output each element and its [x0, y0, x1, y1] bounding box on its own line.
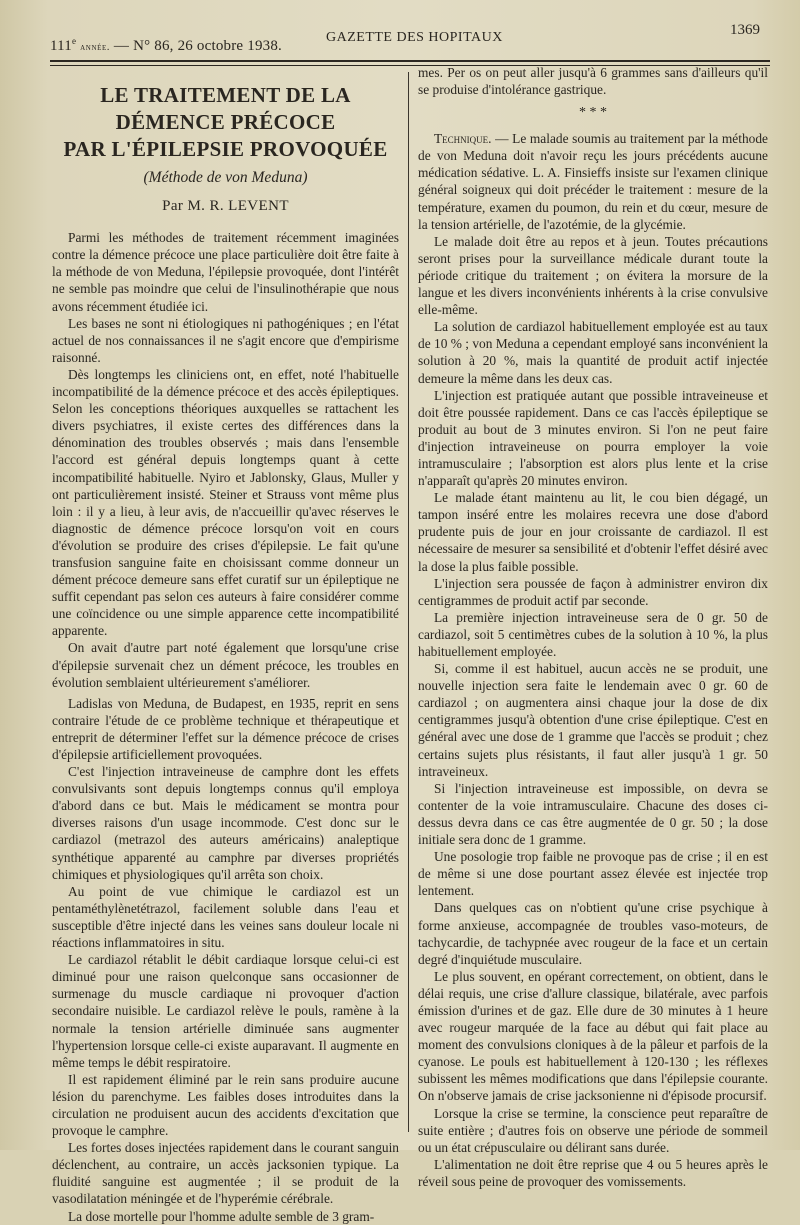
article-title [52, 82, 399, 163]
page-header [50, 22, 770, 58]
page-number: 1369 [730, 22, 760, 38]
paragraph: La première injection intraveineuse sera de 0 gr. 50 de cardiazol, soit 5 centimètres cubes de la solution à 10 %, la plus habituellement employée. [418, 609, 768, 659]
title-line-1: LE TRAITEMENT DE LA DÉMENCE PRÉCOCE [100, 83, 351, 134]
paragraph: C'est l'injection intraveineuse de camphre dont les effets convulsivants sont depuis longtemps connus qu'il employa d'abord dans ce but. Mais le médicament se montra pour diverses raisons d'un usage incommode. C'est donc sur le cardiazol (metrazol des auteurs américains) analeptique synthétique apparenté au camphre par diverses propriétés chimiques et physiologiques qu'il arrêta son choix. [52, 764, 399, 882]
paragraph-continued: mes. Per os on peut aller jusqu'à 6 grammes sans d'ailleurs qu'il se produise d'intolérance gastrique. [418, 65, 768, 98]
paragraph: Le malade étant maintenu au lit, le cou bien dégagé, un tampon inséré entre les molaires recevra une dose d'abord prudente puis de jour en jour croissante de cardiazol. Il est nécessaire de mesurer sa sensibilité et d'obtenir l'effet désiré avec la dose la plus faible possible. [418, 490, 768, 574]
issue-info [50, 36, 282, 55]
paragraph-technique [418, 130, 768, 233]
title-line-2: PAR L'ÉPILEPSIE PROVOQUÉE [63, 137, 388, 161]
paragraph: Les bases ne sont ni étiologiques ni pathogéniques ; en l'état actuel de nos connaissances il ne s'agit encore que d'empirisme raisonné. [52, 315, 399, 365]
article-author: Par M. R. LEVENT [162, 198, 289, 215]
paragraph: L'injection sera poussée de façon à administrer environ dix centigrammes de produit actif par seconde. [418, 575, 768, 608]
section-separator: * * * [579, 105, 607, 121]
paragraph: Le malade doit être au repos et à jeun. Toutes précautions seront prises pour la surveillance médicale durant toute la période critique du traitement ; on évitera la morsure de la langue et les divers inconvénients inhérents à la crise convulsive elle-même. [418, 233, 768, 318]
technique-text: — Le malade soumis au traitement par la méthode de von Meduna doit n'avoir reçu les jours précédents aucune médication sédative. L. A. Finsieffs insiste sur l'examen clinique général soigneux qui doit précéder le traitement : mesure de la température, examen du poumon, du rein et du cœur, mesure de la tension artérielle, de l'azotémie, de la glycémie. [418, 131, 768, 232]
paragraph: Les fortes doses injectées rapidement dans le courant sanguin déclenchent, au contraire, un accès jacksonien typique. La fluidité sanguine est augmentée ; il se produit de la vasodilatation méningée et de l'hyperémie cérébrale. [52, 1140, 399, 1207]
paragraph: Le plus souvent, en opérant correctement, on obtient, dans le délai requis, une crise d'allure classique, bilatérale, avec parfois émission d'urines et de gaz. Elle dure de 30 minutes à 1 heure avec rougeur marquée de la face au début qui fait place au moment des convulsions cloniques à de la pâleur et parfois de la cyanose. Le pouls est habituellement à 120-130 ; les réflexes subissent les mêmes modifications que dans l'épilepsie courante. On n'observe jamais de crise jacksonienne ni d'épisode procursif. [418, 968, 768, 1104]
paragraph: On avait d'autre part noté également que lorsqu'une crise d'épilepsie survenait chez un dément précoce, les troubles en évolution semblaient ultérieurement s'améliorer. [52, 640, 399, 690]
paragraph: Ladislas von Meduna, de Budapest, en 1935, reprit en sens contraire l'étude de ce problème technique et thérapeutique et entreprit de déterminer l'effet sur la démence précoce de crises d'épilepsie artificiellement provoquées. [52, 695, 399, 762]
paragraph: Au point de vue chimique le cardiazol est un pentaméthylènetétrazol, facilement soluble dans l'eau et susceptible d'être injecté dans les veines sans douleur locale ni réactions inflammatoires in situ. [52, 883, 399, 951]
paragraph: Une posologie trop faible ne provoque pas de crise ; il en est de même si une dose pourtant assez élevée est injectée trop lentement. [418, 849, 768, 899]
column-divider [408, 72, 409, 1132]
paragraph: Si l'injection intraveineuse est impossible, on devra se contenter de la voie intramusculaire. Chacune des doses ci-dessus devra dans ce cas être augmentée de 0 gr. 50 ; la dose initiale sera donc de 1 gramme. [418, 780, 768, 848]
issue-volume: 111 [50, 38, 72, 54]
journal-name: GAZETTE DES HOPITAUX [326, 30, 503, 45]
paragraph: La solution de cardiazol habituellement employée est au taux de 10 % ; von Meduna a cependant employé sans inconvénient la solution à 20 %, mais la quantité de produit actif injectée demeure la même dans les deux cas. [418, 319, 768, 386]
paragraph: Si, comme il est habituel, aucun accès ne se produit, une nouvelle injection sera faite le lendemain avec 0 gr. 60 de cardiazol ; on augmentera ainsi chaque jour la dose de dix centigrammes jusqu'à obtention d'une crise épileptique. C'est en général avec une dose de 1 gramme que l'accès se produit ; chez certains sujets plus résistants, il faut aller jusqu'à 1 gr. 50 intraveineux. [418, 661, 768, 779]
paragraph: L'injection est pratiquée autant que possible intraveineuse et doit être poussée rapidement. Dans ce cas l'accès épileptique se produit au bout de 3 minutes environ. Si l'on ne peut faire d'injection intraveineuse on pourra employer la voie intramusculaire ; l'absorption est alors plus lente et la crise n'apparaît qu'après 20 minutes environ. [418, 387, 768, 489]
paragraph: Parmi les méthodes de traitement récemment imaginées contre la démence précoce une place particulière doit être faite à la méthode de von Meduna, l'épilepsie provoquée, dont l'intérêt ne semble pas moindre que celui de l'insulinothérapie que nous avons récemment étudiée ici. [52, 230, 399, 314]
right-column [418, 64, 768, 1190]
paragraph: Lorsque la crise se termine, la conscience peut reparaître de suite entière ; d'autres fois on observe une période de sommeil ou un état crépusculaire ou délirant sans durée. [418, 1105, 768, 1155]
header-rule-thick [50, 60, 770, 62]
paragraph: Il est rapidement éliminé par le rein sans produire aucune lésion du parenchyme. Les faibles doses introduites dans la circulation ne produisent aucun des accidents d'excitation que provoque le camphre. [52, 1071, 399, 1139]
left-column [52, 78, 399, 1225]
paragraph: Dès longtemps les cliniciens ont, en effet, noté l'habituelle incompatibilité de la démence précoce et des accès épileptiques. Selon les conceptions théoriques auxquelles se rattachent les divers psychiatres, il existe certes des différences dans la dénomination des troubles observés ; mais dans l'ensemble l'accord est général depuis longtemps quant à cette incompatibilité habituelle. Nyiro et Jablonsky, Glaus, Muller y ont particulièrement insisté. Steiner et Strauss vont même plus loin : il y a lieu, à leur avis, de n'accueillir qu'avec réserves le diagnostic de démence précoce lorsqu'on voit en cours d'évolution se produire des crises d'épilepsie. Le fait qu'une transfusion sanguine faite en choisissant comme donneur un dément précoce demeure sans effet curatif sur un épileptique ne suffit cependant pas selon ces auteurs à faire considérer comme une coïncidence ou une simple apparence cette incompatibilité apparente. [52, 366, 399, 639]
article-subtitle: (Méthode de von Meduna) [143, 169, 308, 186]
paragraph: L'alimentation ne doit être reprise que 4 ou 5 heures après le réveil sous peine de provoquer des vomissements. [418, 1156, 768, 1189]
paragraph: Le cardiazol rétablit le débit cardiaque lorsque celui-ci est diminué pour une raison quelconque sans occasionner de surmenage du muscle cardiaque ni provoquer d'action secondaire nuisible. Le cardiazol relève le pouls, ramène à la normale la tension artérielle diminuée sans augmenter l'hypertension lorsque celle-ci existe auparavant. Il augmente en même temps le débit respiratoire. [52, 952, 399, 1070]
paragraph: Dans quelques cas on n'obtient qu'une crise psychique à forme anxieuse, accompagnée de troubles vaso-moteurs, de tachycardie, de tachypnée avec rougeur de la face et un certain degré d'inquiétude musculaire. [418, 900, 768, 967]
technique-label: Technique. [434, 131, 492, 147]
issue-volume-sup: e [72, 36, 77, 46]
paragraph: La dose mortelle pour l'homme adulte semble de 3 gram- [68, 1208, 375, 1224]
issue-annee: année. [80, 42, 110, 53]
issue-number-date: — N° 86, 26 octobre 1938. [109, 38, 282, 54]
